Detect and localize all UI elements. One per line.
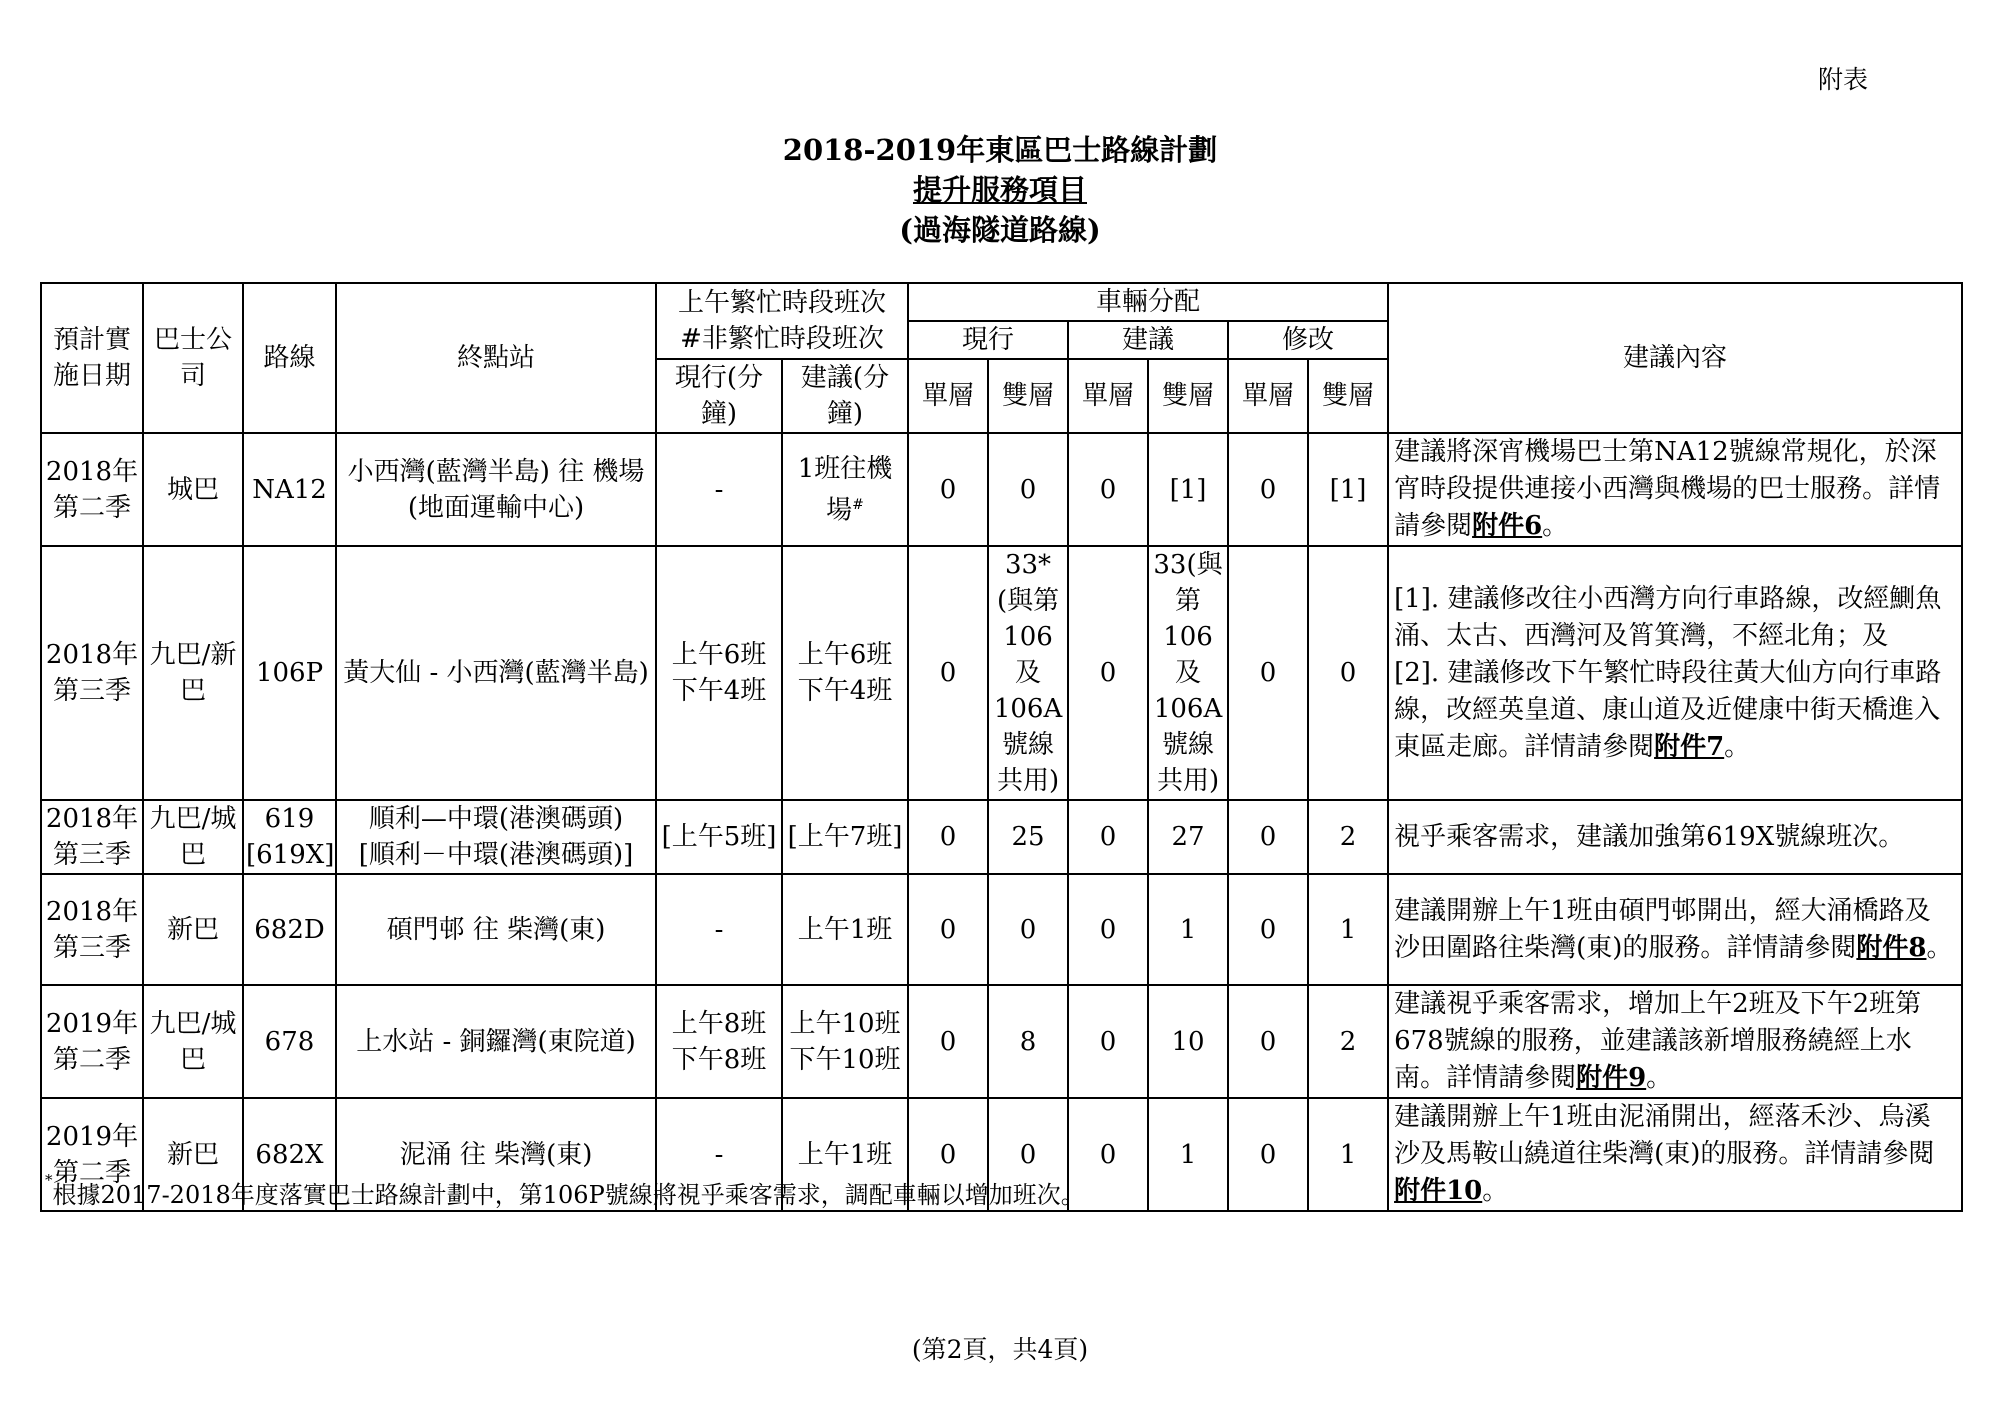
row-freq-proposed: 上午6班下午4班	[782, 546, 908, 800]
row-cur-single: 0	[908, 800, 988, 874]
row-company: 九巴/城巴	[143, 985, 243, 1098]
row-cur-single: 0	[908, 1098, 988, 1211]
row-terminus: 小西灣(藍灣半島) 往 機場(地面運輸中心)	[336, 433, 656, 546]
row-prop-double: 1	[1148, 874, 1228, 985]
title-line-3: (過海隧道路線)	[899, 213, 1101, 247]
row-cur-double: 33*(與第106及106A號線共用)	[988, 546, 1068, 800]
row-prop-single: 0	[1068, 433, 1148, 546]
row-date: 2019年第二季	[41, 1098, 143, 1211]
annex-reference: 附件6	[1472, 511, 1543, 541]
proposal-text: [2]. 建議修改下午繁忙時段往黃大仙方向行車路線，改經英皇道、康山道及近健康中街天橋進入東區走廊。詳情請參閱	[1394, 657, 1942, 762]
proposal-end: 。	[1724, 731, 1751, 762]
row-date: 2018年第三季	[41, 874, 143, 985]
footnote-mark: *	[45, 1171, 53, 1189]
title-line-2: 提升服務項目	[912, 173, 1087, 207]
header-terminus: 終點站	[336, 283, 656, 433]
row-prop-single: 0	[1068, 874, 1148, 985]
footnote-text: 根據2017-2018年度落實巴士路線計劃中，第106P號線將視乎乘客需求，調配車輛以增加班次。	[52, 1181, 1085, 1209]
row-freq-current: -	[656, 433, 782, 546]
terminus-line-1: 順利—中環(港澳碼頭)	[368, 804, 624, 834]
row-prop-double: 10	[1148, 985, 1228, 1098]
row-terminus: 上水站 - 銅鑼灣(東院道)	[336, 985, 656, 1098]
row-chg-single: 0	[1228, 546, 1308, 800]
row-chg-single: 0	[1228, 985, 1308, 1098]
freq-proposed-text: 1班往機場	[797, 453, 893, 526]
row-chg-double: 2	[1308, 985, 1388, 1098]
proposal-end: 。	[1646, 1063, 1673, 1093]
table-row	[41, 874, 1962, 985]
row-company: 城巴	[143, 433, 243, 546]
annex-reference: 附件9	[1576, 1063, 1647, 1093]
row-prop-single: 0	[1068, 800, 1148, 874]
row-chg-single: 0	[1228, 800, 1308, 874]
header-veh-proposed: 建議	[1068, 321, 1228, 359]
proposal-text: 建議視乎乘客需求，增加上午2班及下午2班第678號線的服務，並建議該新增服務繞經上水南。詳情請參閱	[1394, 989, 1922, 1093]
row-company: 九巴/城巴	[143, 800, 243, 874]
row-freq-current: 上午6班下午4班	[656, 546, 782, 800]
proposal-text: 建議將深宵機場巴士第NA12號線常規化，於深宵時段提供連接小西灣與機場的巴士服務。詳情請參閱	[1394, 437, 1941, 541]
header-prop-single: 單層	[1068, 359, 1148, 433]
footnote	[45, 1171, 1085, 1210]
header-freq-proposed: 建議(分鐘)	[782, 359, 908, 433]
header-veh-change: 修改	[1228, 321, 1388, 359]
row-freq-proposed: [上午7班]	[782, 800, 908, 874]
row-proposal	[1388, 1098, 1962, 1211]
page-number: (第2頁，共4頁)	[911, 1335, 1089, 1364]
row-proposal	[1388, 546, 1962, 800]
row-chg-double: 0	[1308, 546, 1388, 800]
row-chg-single: 0	[1228, 1098, 1308, 1211]
row-route: 682X	[243, 1098, 336, 1211]
row-chg-double: [1]	[1308, 433, 1388, 546]
row-date: 2019年第二季	[41, 985, 143, 1098]
header-frequency	[656, 283, 908, 359]
row-prop-double: [1]	[1148, 433, 1228, 546]
proposal-text: 建議開辦上午1班由泥涌開出，經落禾沙、烏溪沙及馬鞍山繞道往柴灣(東)的服務。詳情請參閱	[1394, 1102, 1935, 1169]
row-freq-current: 上午8班下午8班	[656, 985, 782, 1098]
table-row	[41, 546, 1962, 800]
row-route: 678	[243, 985, 336, 1098]
header-cur-single: 單層	[908, 359, 988, 433]
row-prop-double: 27	[1148, 800, 1228, 874]
proposal-end: 。	[1542, 511, 1569, 541]
row-cur-double: 25	[988, 800, 1068, 874]
table-row	[41, 985, 1962, 1098]
row-terminus: 黃大仙 - 小西灣(藍灣半島)	[336, 546, 656, 800]
proposal-item-1: [1]. 建議修改往小西灣方向行車路線，改經鰂魚涌、太古、西灣河及筲箕灣，不經北角；及	[1394, 583, 1942, 651]
route-plan-table	[40, 282, 1963, 1212]
row-freq-current: -	[656, 874, 782, 985]
proposal-end: 。	[1482, 1176, 1509, 1206]
row-terminus: 泥涌 往 柴灣(東)	[336, 1098, 656, 1211]
row-prop-double: 33(與第106及106A號線共用)	[1148, 546, 1228, 800]
row-cur-double: 0	[988, 433, 1068, 546]
annex-reference: 附件10	[1394, 1176, 1483, 1206]
title-line-1: 2018-2019年東區巴士路線計劃	[782, 133, 1218, 167]
row-prop-double: 1	[1148, 1098, 1228, 1211]
row-freq-current: [上午5班]	[656, 800, 782, 874]
header-chg-double: 雙層	[1308, 359, 1388, 433]
row-date: 2018年第三季	[41, 546, 143, 800]
row-terminus: 碩門邨 往 柴灣(東)	[336, 874, 656, 985]
row-proposal	[1388, 985, 1962, 1098]
header-proposal: 建議內容	[1388, 283, 1962, 433]
header-freq-current: 現行(分鐘)	[656, 359, 782, 433]
row-company: 新巴	[143, 874, 243, 985]
terminus-line-2: [順利－中環(港澳碼頭)]	[358, 840, 634, 870]
header-route: 路線	[243, 283, 336, 433]
row-prop-single: 0	[1068, 546, 1148, 800]
table-row	[41, 433, 1962, 546]
document-title	[0, 130, 2000, 250]
header-company: 巴士公司	[143, 283, 243, 433]
header-veh-current: 現行	[908, 321, 1068, 359]
row-cur-single: 0	[908, 433, 988, 546]
row-proposal	[1388, 433, 1962, 546]
row-proposal	[1388, 874, 1962, 985]
row-date: 2018年第二季	[41, 433, 143, 546]
annex-reference: 附件8	[1856, 932, 1927, 963]
row-cur-double: 0	[988, 1098, 1068, 1211]
row-freq-proposed: 上午1班	[782, 874, 908, 985]
proposal-item-2	[1394, 655, 1956, 766]
header-chg-single: 單層	[1228, 359, 1308, 433]
row-route: NA12	[243, 433, 336, 546]
non-peak-mark: #	[852, 496, 864, 513]
row-route: 106P	[243, 546, 336, 800]
header-vehicle-allocation: 車輛分配	[908, 283, 1388, 321]
header-cur-double: 雙層	[988, 359, 1068, 433]
proposal-end: 。	[1926, 932, 1953, 963]
header-frequency-line2: #非繁忙時段班次	[680, 324, 884, 354]
row-cur-double: 0	[988, 874, 1068, 985]
row-date: 2018年第三季	[41, 800, 143, 874]
row-chg-double: 1	[1308, 1098, 1388, 1211]
header-prop-double: 雙層	[1148, 359, 1228, 433]
row-cur-single: 0	[908, 985, 988, 1098]
row-route: 619 [619X]	[243, 800, 336, 874]
row-chg-double: 1	[1308, 874, 1388, 985]
row-company: 九巴/新巴	[143, 546, 243, 800]
header-frequency-line1: 上午繁忙時段班次	[678, 288, 887, 318]
row-freq-proposed	[782, 433, 908, 546]
header-date: 預計實施日期	[41, 283, 143, 433]
row-prop-single: 0	[1068, 1098, 1148, 1211]
row-cur-double: 8	[988, 985, 1068, 1098]
proposal-text: 建議開辦上午1班由碩門邨開出，經大涌橋路及沙田圍路往柴灣(東)的服務。詳情請參閱	[1394, 895, 1931, 963]
row-freq-proposed: 上午10班下午10班	[782, 985, 908, 1098]
row-route: 682D	[243, 874, 336, 985]
row-chg-single: 0	[1228, 874, 1308, 985]
row-company: 新巴	[143, 1098, 243, 1211]
row-prop-single: 0	[1068, 985, 1148, 1098]
row-proposal: 視乎乘客需求，建議加強第619X號線班次。	[1388, 800, 1962, 874]
row-freq-current: -	[656, 1098, 782, 1211]
row-cur-single: 0	[908, 874, 988, 985]
row-cur-single: 0	[908, 546, 988, 800]
row-terminus	[336, 800, 656, 874]
row-chg-double: 2	[1308, 800, 1388, 874]
row-freq-proposed: 上午1班	[782, 1098, 908, 1211]
table-row	[41, 800, 1962, 874]
header-row-1	[41, 283, 1962, 321]
row-chg-single: 0	[1228, 433, 1308, 546]
annex-reference: 附件7	[1654, 731, 1725, 762]
annex-label: 附表	[1818, 65, 1869, 94]
